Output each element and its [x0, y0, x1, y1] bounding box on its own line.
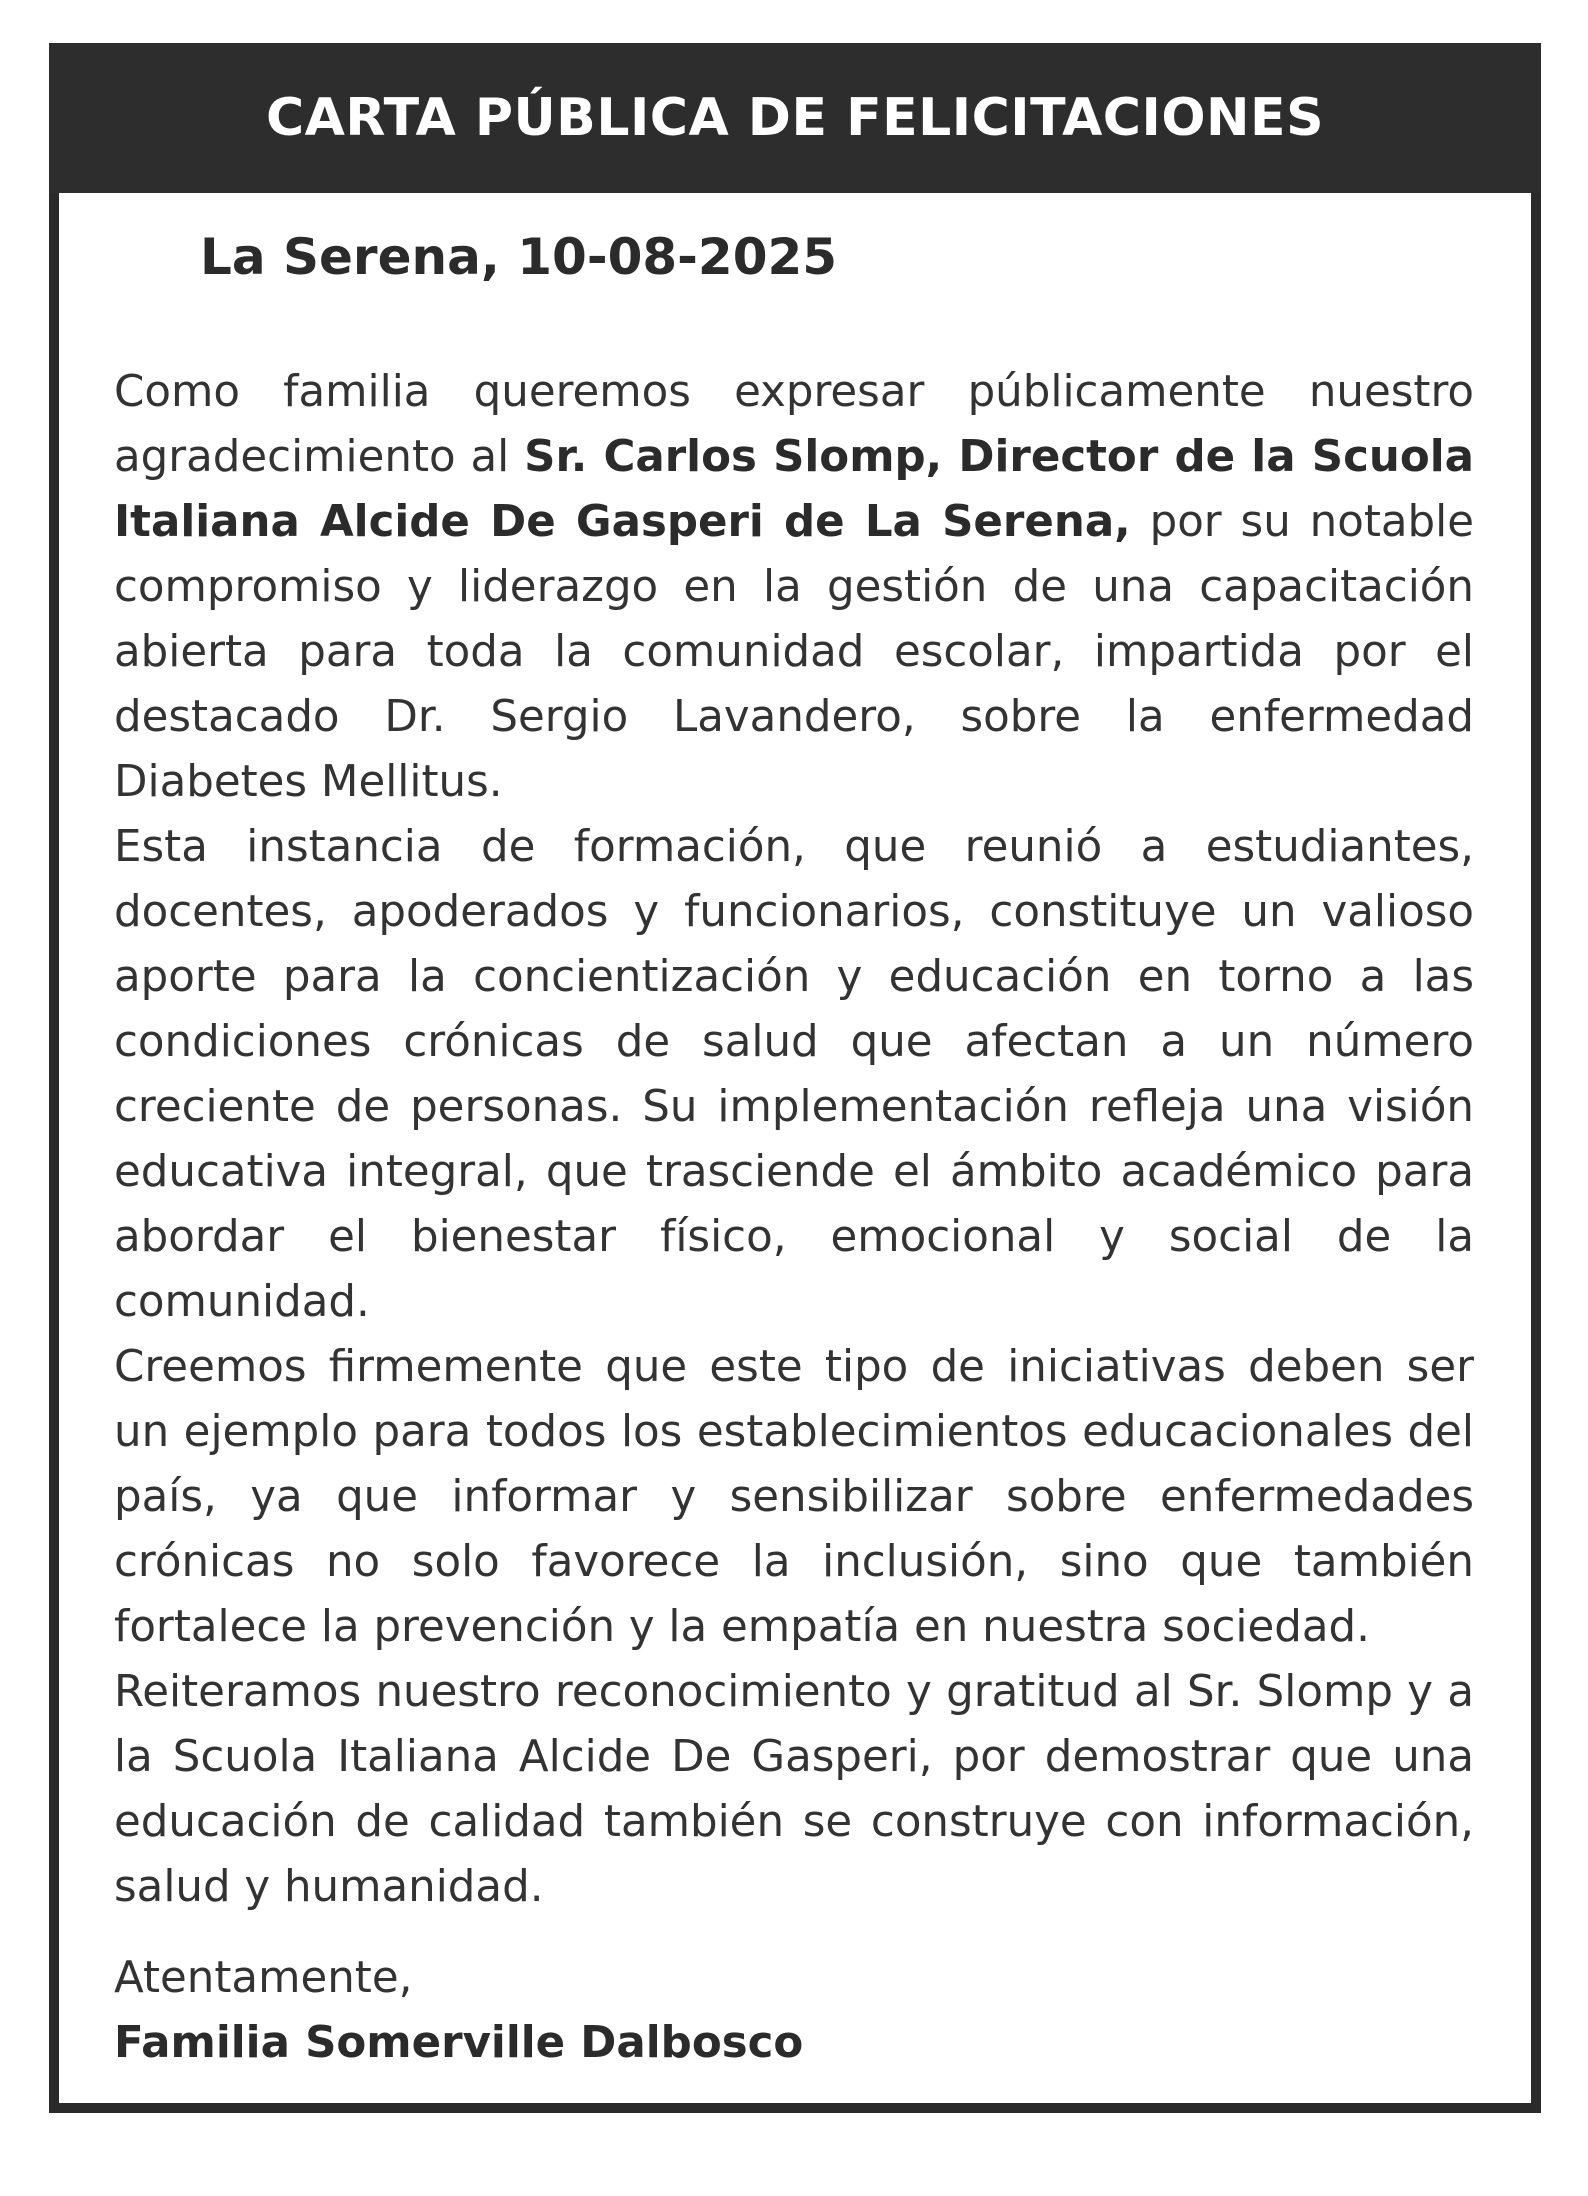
paragraph-1-honoree: Sr. Carlos Slomp, Director de la Scuola Italiana Alcide De Gasperi de La Serena,	[114, 432, 1474, 547]
letter-signature: Familia Somerville Dalbosco	[114, 2018, 804, 2068]
paragraph-1	[114, 360, 1474, 815]
paragraph-2: Esta instancia de formación, que reunió a estudiantes, docentes, apoderados y funcionarios, constituye un valioso aporte para la concientización y educación en torno a las condiciones crónicas de salud que afectan a un número creciente de personas. Su implementación refleja una visión educativa integral, que trasciende el ámbito académico para abordar el bienestar físico, emocional y social de la comunidad.	[114, 822, 1474, 1327]
letter-body	[114, 360, 1474, 1920]
paragraph-1-intro: Como familia queremos expresar públicamente nuestro agradecimiento al	[114, 367, 1474, 482]
paragraph-4: Reiteramos nuestro reconocimiento y gratitud al Sr. Slomp y a la Scuola Italiana Alcide De Gasperi, por demostrar que una educación de calidad también se construye con información, salud y humanidad.	[114, 1667, 1474, 1912]
letter-closing: Atentamente,	[114, 1953, 413, 2003]
paragraph-1-rest: por su notable compromiso y liderazgo en la gestión de una capacitación abierta para toda la comunidad escolar, impartida por el destacado Dr. Sergio Lavandero, sobre la enfermedad Diabetes Mellitus.	[114, 497, 1474, 807]
header-bar	[49, 43, 1541, 193]
letter-date: La Serena, 10-08-2025	[200, 228, 838, 286]
page-title: CARTA PÚBLICA DE FELICITACIONES	[265, 88, 1325, 148]
paragraph-3: Creemos firmemente que este tipo de iniciativas deben ser un ejemplo para todos los establecimientos educacionales del país, ya que informar y sensibilizar sobre enfermedades crónicas no solo favorece la inclusión, sino que también fortalece la prevención y la empatía en nuestra sociedad.	[114, 1342, 1474, 1652]
